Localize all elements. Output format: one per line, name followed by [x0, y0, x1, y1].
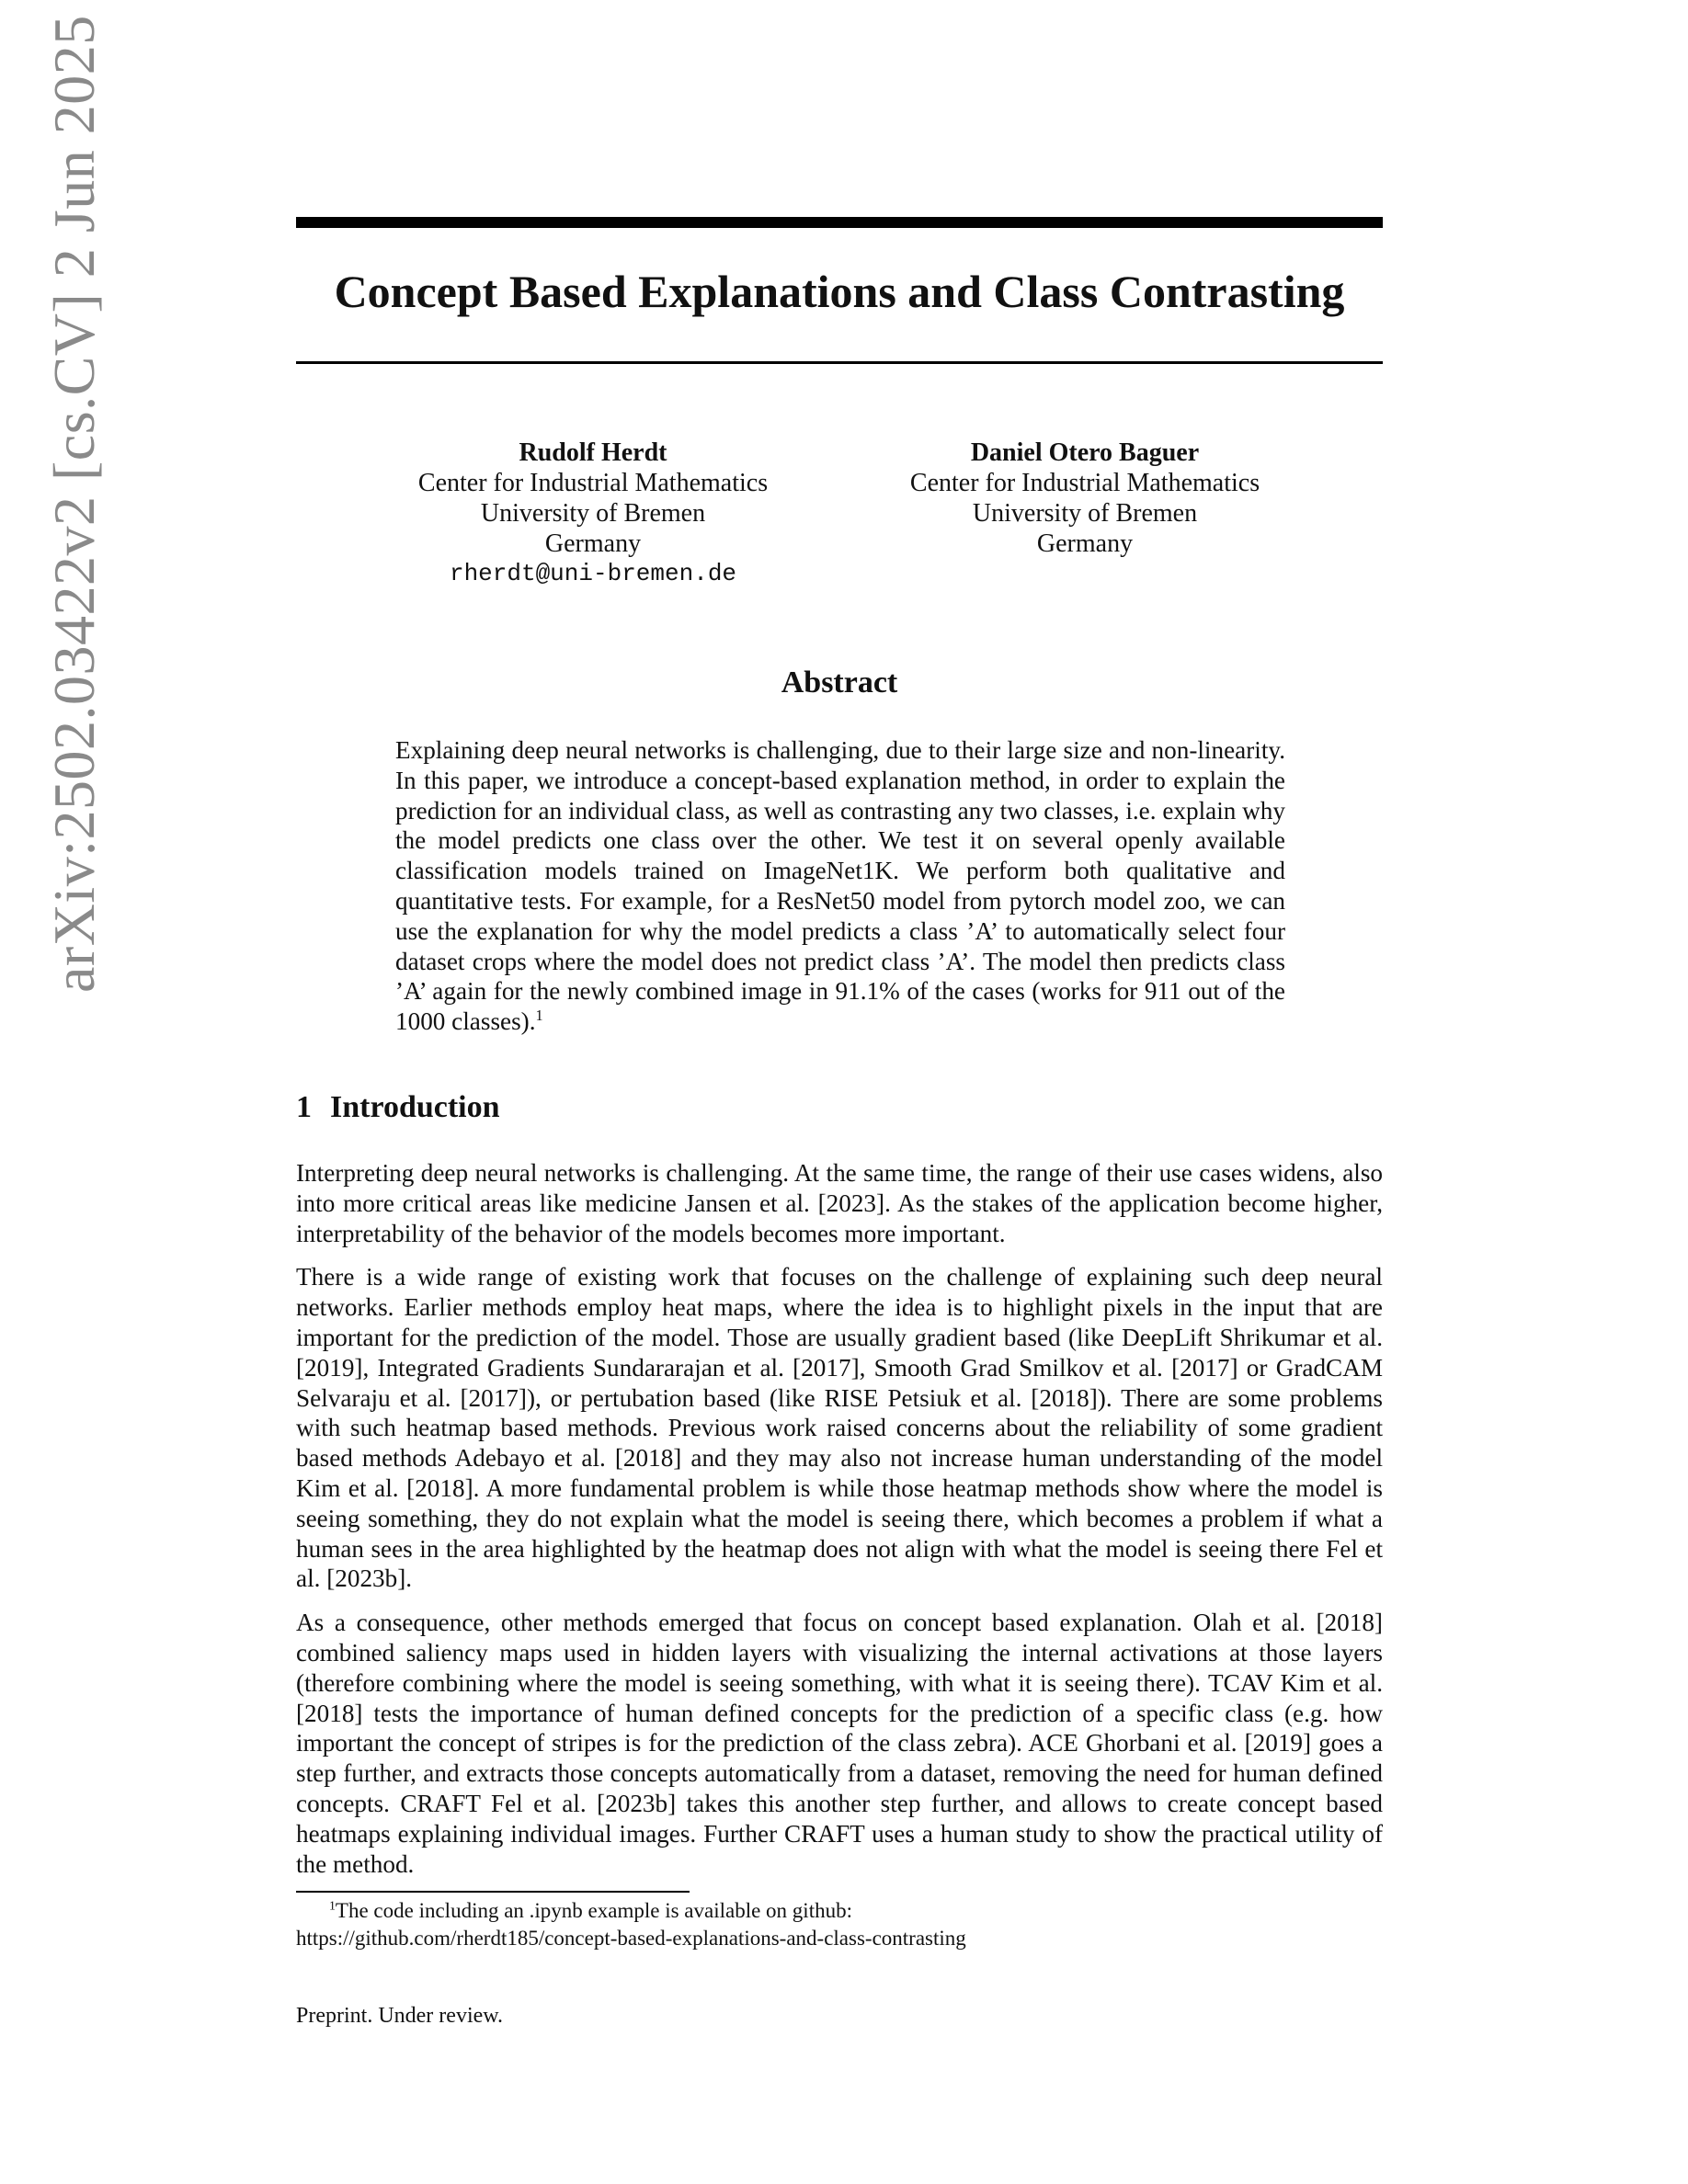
introduction-body — [296, 1158, 1383, 1893]
footnote-url[interactable]: https://github.com/rherdt185/concept-based-explanations-and-class-contrasting — [296, 1927, 966, 1950]
footnote-text: The code including an .ipynb example is available on github: — [335, 1899, 852, 1922]
author-name: Daniel Otero Baguer — [970, 438, 1200, 467]
arxiv-identifier: arXiv:2502.03422v2 [cs.CV] 2 Jun 2025 — [41, 15, 107, 993]
paragraph: Interpreting deep neural networks is challenging. At the same time, the range of their use cases widens, also into more critical areas like medicine Jansen et al. [2023]. As the stakes of the application become higher, interpretability of the behavior of the models becomes more important. — [296, 1159, 1383, 1247]
author-affiliation: Center for Industrial Mathematics — [909, 469, 1260, 497]
footnote-mark: 1 — [329, 1898, 336, 1913]
paragraph: There is a wide range of existing work that focuses on the challenge of explaining such deep neural networks. Earlier methods employ heat maps, where the idea is to highlight pixels in the input that are important for the prediction of the model. Those are usually gradient based (like DeepLift Shrikumar et al. [2019], Integrated Gradients Sundararajan et al. [2017], Smooth Grad Smilkov et al. [2017] or GradCAM Selvaraju et al. [2017]), or pertubation based (like RISE Petsiuk et al. [2018]). There are some problems with such heatmap based methods. Previous work raised concerns about the reliability of some gradient based methods Adebayo et al. [2018] and they may also not increase human understanding of the model Kim et al. [2018]. A more fundamental problem is while those heatmap methods show where the model is seeing something, they do not explain what the model is seeing there, which becomes a problem if what a human sees in the area highlighted by the heatmap does not align with what the model is seeing there Fel et al. [2023b]. — [296, 1263, 1383, 1593]
author-country: Germany — [1036, 529, 1134, 558]
abstract-heading: Abstract — [781, 665, 898, 700]
footnote-marker[interactable]: 1 — [535, 1007, 543, 1025]
author-email[interactable]: rherdt@uni-bremen.de — [449, 560, 737, 587]
section-heading-introduction — [296, 1090, 500, 1125]
author-university: University of Bremen — [972, 499, 1198, 528]
section-title: Introduction — [330, 1090, 500, 1124]
author-country: Germany — [544, 529, 642, 558]
title-bottom-rule — [296, 361, 1383, 364]
paper-title: Concept Based Explanations and Class Contrasting — [334, 266, 1345, 317]
author-name: Rudolf Herdt — [519, 438, 667, 467]
author-block-1 — [368, 438, 818, 589]
abstract-text — [395, 735, 1285, 1037]
footnote-line — [296, 1897, 1383, 1925]
author-affiliation: Center for Industrial Mathematics — [417, 469, 769, 497]
footnote-rule — [296, 1891, 690, 1893]
title-top-rule — [296, 217, 1383, 228]
section-number: 1 — [296, 1090, 312, 1124]
footnote — [296, 1897, 1383, 1952]
author-university: University of Bremen — [480, 499, 706, 528]
author-block-2 — [855, 438, 1315, 559]
preprint-note: Preprint. Under review. — [296, 2004, 504, 2028]
abstract-body: Explaining deep neural networks is challenging, due to their large size and non-linearity. In this paper, we introduce a concept-based explanation method, in order to explain the prediction for an individual class, as well as contrasting any two classes, i.e. explain why the model predicts one class over the other. We test it on several openly available classification models trained on ImageNet1K. We perform both qualitative and quantitative tests. For example, for a ResNet50 model from pytorch model zoo, we can use the explanation for why the model predicts a class ’A’ to automatically select four dataset crops where the model does not predict class ’A’. The model then predicts class ’A’ again for the newly combined image in 91.1% of the cases (works for 911 out of the 1000 classes). — [395, 736, 1285, 1036]
paragraph: As a consequence, other methods emerged that focus on concept based explanation. Olah et al. [2018] combined saliency maps used in hidden layers with visualizing the internal activations at those layers (therefore combining where the model is seeing something, with what it is seeing there). TCAV Kim et al. [2018] tests the importance of human defined concepts for the prediction of a specific class (e.g. how important the concept of stripes is for the prediction of the class zebra). ACE Ghorbani et al. [2019] goes a step further, and extracts those concepts automatically from a dataset, removing the need for human defined concepts. CRAFT Fel et al. [2023b] takes this another step further, and allows to create concept based heatmaps explaining individual images. Further CRAFT uses a human study to show the practical utility of the method. — [296, 1609, 1383, 1878]
